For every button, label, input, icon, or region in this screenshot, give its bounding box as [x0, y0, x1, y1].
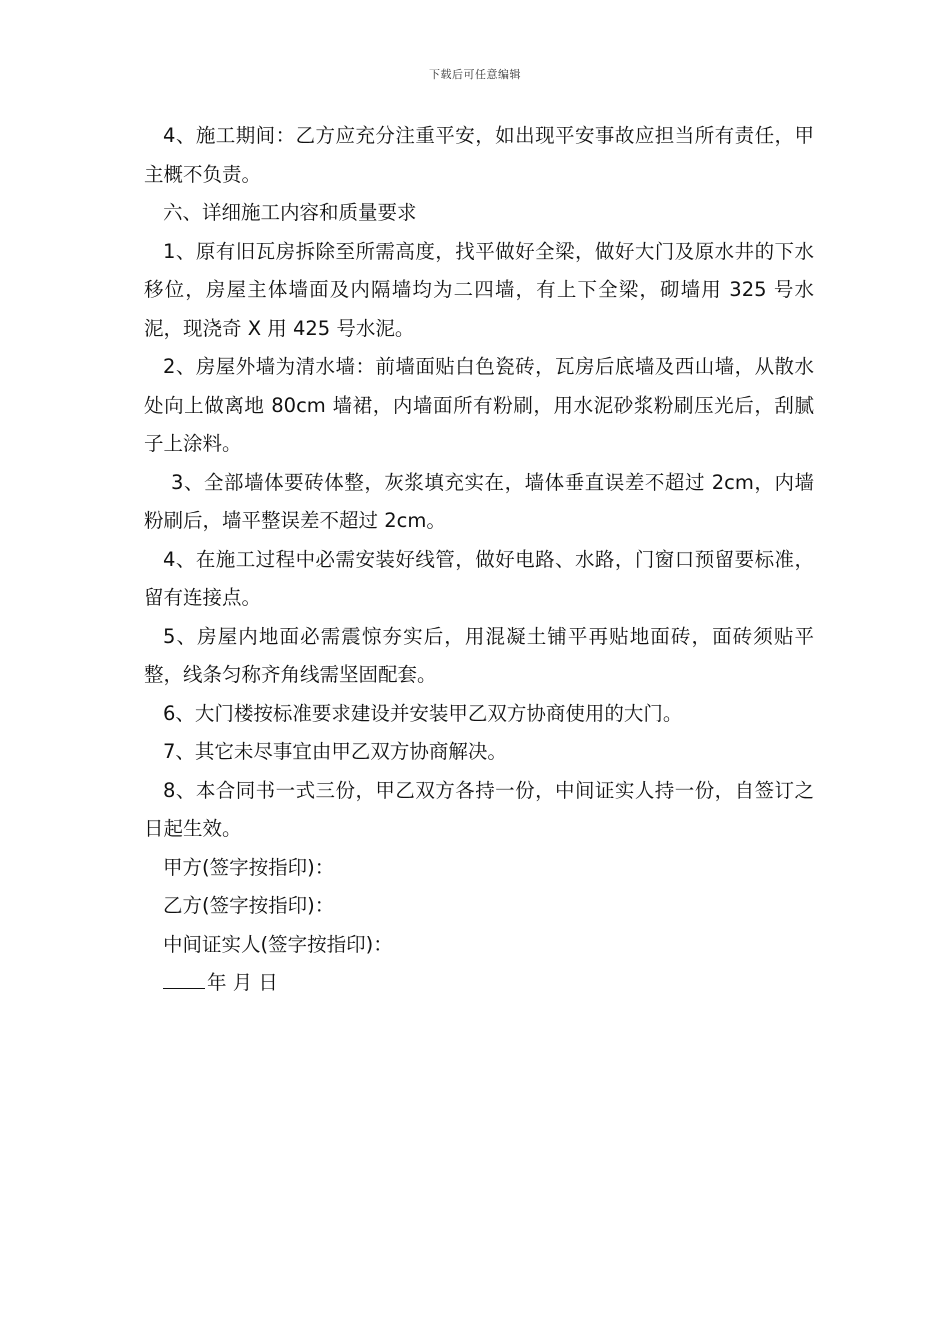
clause-1-demolition: 1、原有旧瓦房拆除至所需高度，找平做好全梁，做好大门及原水井的下水移位，房屋主体墙面及内隔墙均为二四墙，有上下全梁，砌墙用 325 号水泥，现浇奇 X 用 425 号水泥。 — [144, 239, 814, 340]
section-heading-six: 六、详细施工内容和质量要求 — [163, 201, 417, 224]
signature-date-line — [144, 964, 814, 1003]
clause-4-pipes: 4、在施工过程中必需安装好线管，做好电路、水路，门窗口预留要标准，留有连接点。 — [144, 547, 814, 609]
document-body — [144, 117, 814, 1003]
date-label: 年 月 日 — [207, 971, 278, 994]
signature-party-a: 甲方(签字按指印)： — [163, 855, 335, 879]
clause-3-wall-quality: 3、全部墙体要砖体整，灰浆填充实在，墙体垂直误差不超过 2cm，内墙粉刷后，墙平整误差不超过 2cm。 — [144, 470, 814, 532]
clause-8-copies: 8、本合同书一式三份，甲乙双方各持一份，中间证实人持一份，自签订之日起生效。 — [144, 778, 814, 840]
signature-party-b: 乙方(签字按指印)： — [163, 894, 335, 917]
clause-4-safety: 4、施工期间：乙方应充分注重平安，如出现平安事故应担当所有责任，甲主概不负责。 — [144, 124, 814, 186]
signature-witness: 中间证实人(签字按指印)： — [163, 932, 393, 956]
clause-6-gate: 6、大门楼按标准要求建设并安装甲乙双方协商使用的大门。 — [163, 701, 683, 725]
clause-7-other: 7、其它未尽事宜由甲乙双方协商解决。 — [163, 740, 507, 763]
date-blank-underline — [163, 966, 205, 989]
clause-2-exterior-wall: 2、房屋外墙为清水墙：前墙面贴白色瓷砖，瓦房后底墙及西山墙，从散水处向上做离地 80cm 墙裙，内墙面所有粉刷，用水泥砂浆粉刷压光后，刮腻子上涂料。 — [144, 355, 814, 455]
page-header-note: 下载后可任意编辑 — [429, 68, 521, 81]
clause-5-floor: 5、房屋内地面必需震惊夯实后，用混凝土铺平再贴地面砖，面砖须贴平整，线条匀称齐角线需坚固配套。 — [144, 624, 814, 686]
